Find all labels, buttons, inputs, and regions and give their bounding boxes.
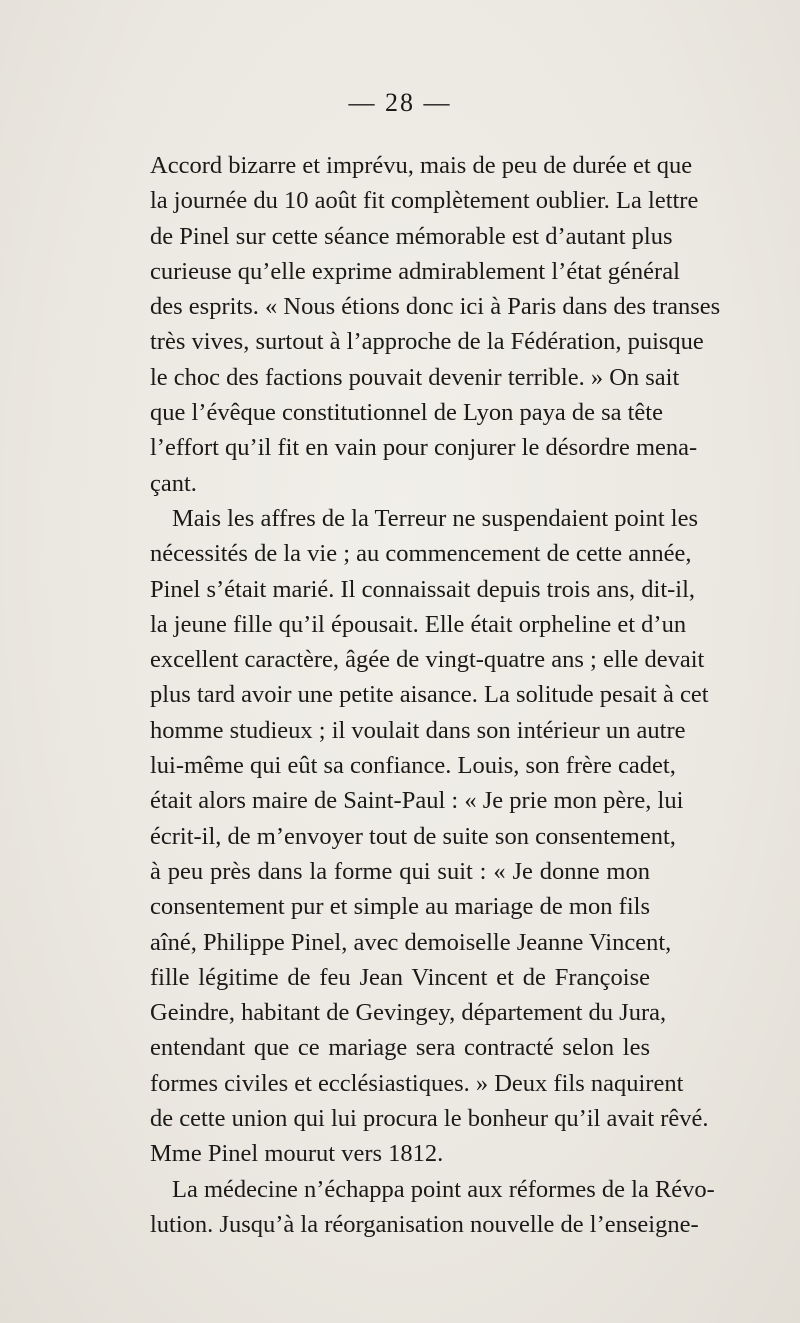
- text-line: de cette union qui lui procura le bonheur qu’il avait rêvé.: [150, 1105, 709, 1133]
- text-line: plus tard avoir une petite aisance. La solitude pesait à cet: [150, 681, 709, 709]
- page-number: — 28 —: [348, 88, 452, 117]
- body-text: [150, 148, 721, 1242]
- text-line: nécessités de la vie ; au commencement de cette année,: [150, 540, 692, 568]
- text-line: Geindre, habitant de Gevingey, département du Jura,: [150, 999, 667, 1027]
- text-line: très vives, surtout à l’approche de la Fédération, puisque: [150, 328, 704, 356]
- text-line: aîné, Philippe Pinel, avec demoiselle Jeanne Vincent,: [150, 928, 672, 956]
- text-line: Mme Pinel mourut vers 1812.: [150, 1140, 444, 1168]
- text-line: écrit-il, de m’envoyer tout de suite son consentement,: [150, 822, 676, 850]
- text-line: homme studieux ; il voulait dans son intérieur un autre: [150, 716, 686, 744]
- text-line: La médecine n’échappa point aux réformes de la Révo-: [172, 1175, 715, 1203]
- text-line: la jeune fille qu’il épousait. Elle était orpheline et d’un: [150, 610, 687, 638]
- text-line: formes civiles et ecclésiastiques. » Deux fils naquirent: [150, 1069, 684, 1097]
- text-line: consentement pur et simple au mariage de mon fils: [150, 893, 650, 921]
- text-line: lution. Jusqu’à la réorganisation nouvelle de l’enseigne-: [150, 1210, 699, 1238]
- text-line: était alors maire de Saint-Paul : « Je prie mon père, lui: [150, 787, 684, 815]
- text-line: Mais les affres de la Terreur ne suspendaient point les: [172, 504, 699, 532]
- text-line: le choc des factions pouvait devenir terrible. » On sait: [150, 363, 680, 391]
- text-line: excellent caractère, âgée de vingt-quatre ans ; elle devait: [150, 646, 705, 674]
- text-line: çant.: [150, 469, 197, 497]
- text-line: Pinel s’était marié. Il connaissait depuis trois ans, dit-il,: [150, 575, 696, 603]
- text-line: de Pinel sur cette séance mémorable est d’autant plus: [150, 222, 673, 250]
- text-line: entendant que ce mariage sera contracté selon les: [150, 1034, 650, 1062]
- text-line: l’effort qu’il fit en vain pour conjurer le désordre mena-: [150, 434, 698, 462]
- text-line: curieuse qu’elle exprime admirablement l’état général: [150, 257, 680, 285]
- text-line: fille légitime de feu Jean Vincent et de Françoise: [150, 963, 650, 991]
- text-line: des esprits. « Nous étions donc ici à Paris dans des transes: [150, 293, 721, 321]
- text-line: que l’évêque constitutionnel de Lyon paya de sa tête: [150, 399, 663, 427]
- text-line: la journée du 10 août fit complètement oublier. La lettre: [150, 187, 699, 215]
- text-line: Accord bizarre et imprévu, mais de peu de durée et que: [150, 152, 693, 179]
- text-line: à peu près dans la forme qui suit : « Je donne mon: [150, 857, 650, 885]
- text-line: lui-même qui eût sa confiance. Louis, son frère cadet,: [150, 752, 676, 780]
